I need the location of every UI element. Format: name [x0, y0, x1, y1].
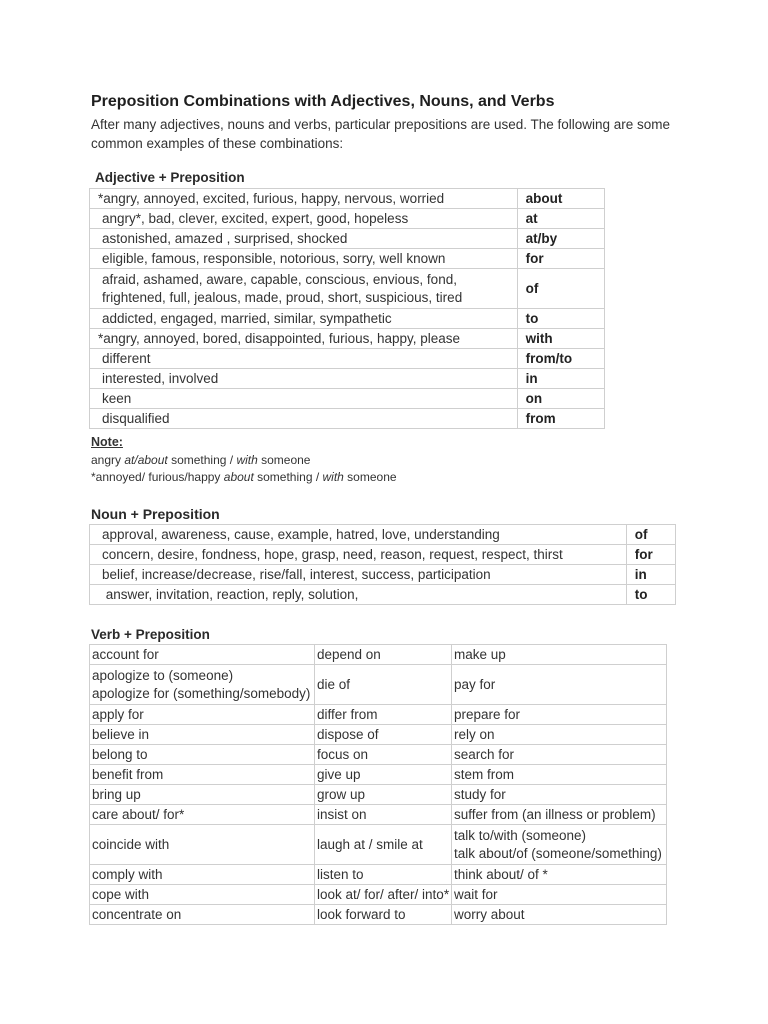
adjective-words-cell: afraid, ashamed, aware, capable, conscious, envious, fond, frightened, full, jealous, made, proud, short, suspicious, tired	[90, 269, 518, 309]
adjective-words-cell: angry*, bad, clever, excited, expert, good, hopeless	[90, 209, 518, 229]
table-row	[90, 409, 605, 429]
table-row	[90, 565, 676, 585]
noun-words-cell: answer, invitation, reaction, reply, solution,	[90, 585, 627, 605]
note-text: someone	[257, 452, 311, 467]
verb-cell: apply for	[90, 705, 315, 725]
verb-cell: grow up	[315, 785, 452, 805]
preposition-cell: in	[626, 565, 675, 585]
adjective-words-cell: *angry, annoyed, excited, furious, happy, nervous, worried	[90, 189, 518, 209]
table-row	[90, 329, 605, 349]
verb-cell: worry about	[452, 905, 667, 925]
table-row	[90, 545, 676, 565]
preposition-cell: to	[517, 309, 604, 329]
verb-cell: think about/ of *	[452, 865, 667, 885]
note-emphasis: at/about	[124, 452, 168, 467]
verb-cell: cope with	[90, 885, 315, 905]
preposition-cell: for	[626, 545, 675, 565]
preposition-cell: at	[517, 209, 604, 229]
note-text: someone	[343, 470, 397, 484]
verb-cell: give up	[315, 765, 452, 785]
adjective-section-heading: Adjective + Preposition	[95, 170, 245, 185]
table-row	[90, 645, 667, 665]
adjective-words-cell: interested, involved	[90, 369, 518, 389]
verb-cell: concentrate on	[90, 905, 315, 925]
table-row	[90, 389, 605, 409]
verb-cell: belong to	[90, 745, 315, 765]
verb-cell: listen to	[315, 865, 452, 885]
table-row	[90, 745, 667, 765]
preposition-cell: on	[517, 389, 604, 409]
preposition-cell: for	[517, 249, 604, 269]
table-row	[90, 209, 605, 229]
table-row	[90, 665, 667, 705]
verb-cell: look forward to	[315, 905, 452, 925]
note-text: something /	[253, 470, 323, 484]
table-row	[90, 229, 605, 249]
verb-preposition-table	[89, 644, 667, 925]
verb-cell: prepare for	[452, 705, 667, 725]
table-row	[90, 269, 605, 309]
adjective-words-cell: keen	[90, 389, 518, 409]
table-row	[90, 705, 667, 725]
verb-cell: depend on	[315, 645, 452, 665]
verb-cell: suffer from (an illness or problem)	[452, 805, 667, 825]
verb-cell: care about/ for*	[90, 805, 315, 825]
verb-cell: apologize to (someone) apologize for (something/somebody)	[90, 665, 315, 705]
table-row	[90, 885, 667, 905]
verb-cell: dispose of	[315, 725, 452, 745]
table-row	[90, 585, 676, 605]
note-line-angry	[91, 452, 397, 470]
table-row	[90, 249, 605, 269]
adjective-words-cell: eligible, famous, responsible, notorious, sorry, well known	[90, 249, 518, 269]
table-row	[90, 349, 605, 369]
verb-cell: comply with	[90, 865, 315, 885]
verb-cell: focus on	[315, 745, 452, 765]
preposition-cell: to	[626, 585, 675, 605]
adjective-preposition-table	[89, 188, 605, 429]
note-block	[91, 434, 397, 487]
table-row	[90, 825, 667, 865]
noun-preposition-table	[89, 524, 676, 605]
note-label: Note:	[91, 435, 123, 449]
verb-cell: die of	[315, 665, 452, 705]
note-text: angry	[91, 452, 125, 467]
adjective-words-cell: astonished, amazed , surprised, shocked	[90, 229, 518, 249]
table-row	[90, 189, 605, 209]
preposition-cell: from/to	[517, 349, 604, 369]
note-emphasis: about	[223, 470, 254, 484]
verb-cell: insist on	[315, 805, 452, 825]
adjective-words-cell: *angry, annoyed, bored, disappointed, furious, happy, please	[90, 329, 518, 349]
verb-section-heading: Verb + Preposition	[91, 627, 210, 642]
adjective-words-cell: different	[90, 349, 518, 369]
verb-cell: believe in	[90, 725, 315, 745]
verb-cell: search for	[452, 745, 667, 765]
verb-cell: look at/ for/ after/ into*	[315, 885, 452, 905]
preposition-cell: of	[517, 269, 604, 309]
verb-cell: bring up	[90, 785, 315, 805]
table-row	[90, 725, 667, 745]
noun-section-heading: Noun + Preposition	[91, 506, 220, 522]
verb-cell: laugh at / smile at	[315, 825, 452, 865]
verb-cell: coincide with	[90, 825, 315, 865]
preposition-cell: at/by	[517, 229, 604, 249]
note-line-annoyed	[91, 469, 397, 487]
noun-words-cell: belief, increase/decrease, rise/fall, interest, success, participation	[90, 565, 627, 585]
note-text: *annoyed/ furious/happy	[91, 470, 224, 484]
preposition-cell: about	[517, 189, 604, 209]
noun-words-cell: approval, awareness, cause, example, hatred, love, understanding	[90, 525, 627, 545]
adjective-words-cell: disqualified	[90, 409, 518, 429]
note-text: something /	[167, 452, 237, 467]
table-row	[90, 785, 667, 805]
table-row	[90, 865, 667, 885]
intro-paragraph: After many adjectives, nouns and verbs, particular prepositions are used. The following are some common examples of these combinations:	[91, 117, 671, 151]
document-title: Preposition Combinations with Adjectives, Nouns, and Verbs	[91, 93, 555, 110]
verb-cell: rely on	[452, 725, 667, 745]
noun-words-cell: concern, desire, fondness, hope, grasp, need, reason, request, respect, thirst	[90, 545, 627, 565]
table-row	[90, 525, 676, 545]
verb-cell: make up	[452, 645, 667, 665]
adjective-words-cell: addicted, engaged, married, similar, sympathetic	[90, 309, 518, 329]
verb-cell: stem from	[452, 765, 667, 785]
verb-cell: talk to/with (someone) talk about/of (someone/something)	[452, 825, 667, 865]
preposition-cell: with	[517, 329, 604, 349]
note-emphasis: with	[322, 470, 344, 484]
verb-cell: pay for	[452, 665, 667, 705]
note-emphasis: with	[236, 452, 258, 467]
preposition-cell: of	[626, 525, 675, 545]
verb-cell: account for	[90, 645, 315, 665]
verb-cell: study for	[452, 785, 667, 805]
table-row	[90, 765, 667, 785]
table-row	[90, 369, 605, 389]
preposition-cell: in	[517, 369, 604, 389]
table-row	[90, 309, 605, 329]
verb-cell: benefit from	[90, 765, 315, 785]
preposition-cell: from	[517, 409, 604, 429]
table-row	[90, 805, 667, 825]
verb-cell: differ from	[315, 705, 452, 725]
table-row	[90, 905, 667, 925]
verb-cell: wait for	[452, 885, 667, 905]
